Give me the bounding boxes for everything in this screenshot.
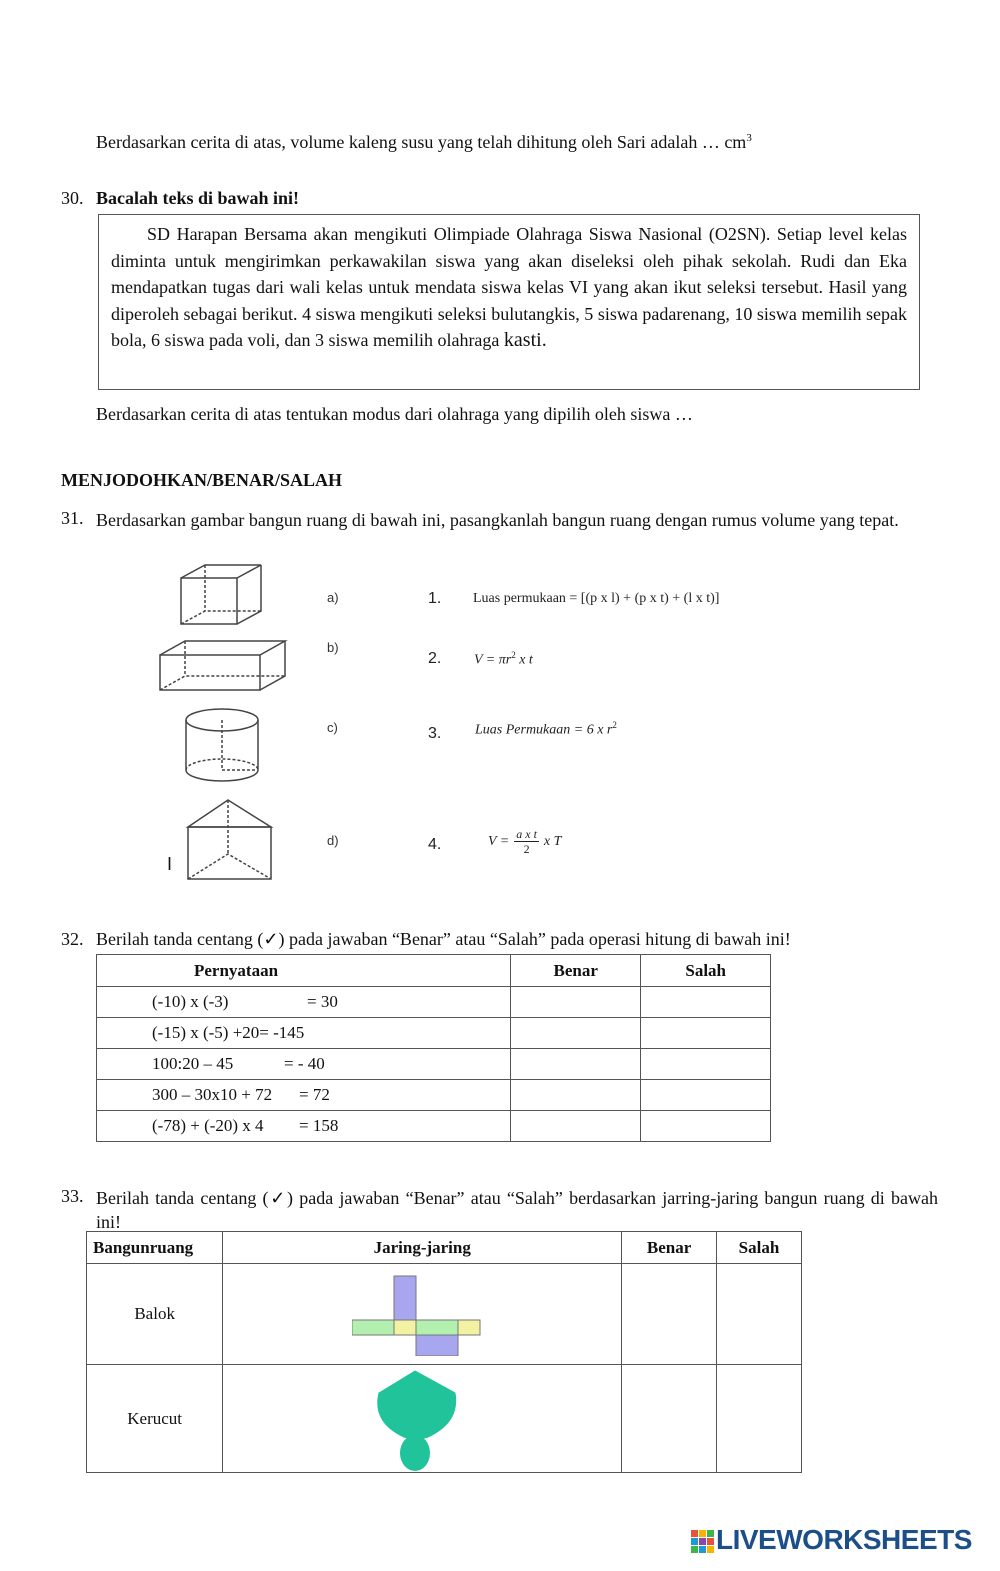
header-jaring: Jaring-jaring bbox=[223, 1232, 622, 1264]
section-title: MENJODOHKAN/BENAR/SALAH bbox=[61, 470, 343, 490]
cuboid-shape bbox=[160, 641, 285, 690]
intro-superscript: 3 bbox=[746, 132, 752, 144]
benar-cell[interactable] bbox=[511, 1111, 641, 1142]
table-row bbox=[97, 987, 771, 1018]
number-4: 4. bbox=[428, 836, 442, 853]
cone-net-image bbox=[372, 1367, 472, 1471]
shape-name-cell: Balok bbox=[87, 1264, 223, 1365]
benar-cell[interactable] bbox=[511, 1049, 641, 1080]
liveworksheets-logo bbox=[690, 1524, 972, 1556]
formula-3: Luas Permukaan = 6 x $r^2$ bbox=[475, 720, 617, 738]
salah-cell[interactable] bbox=[641, 1080, 771, 1111]
header-benar: Benar bbox=[511, 955, 641, 987]
q30-story-box bbox=[98, 214, 920, 390]
statement-cell: 100:20 – 45 = - 40 bbox=[97, 1049, 511, 1080]
header-benar: Benar bbox=[622, 1232, 717, 1264]
cuboid-net-image bbox=[352, 1272, 492, 1356]
benar-cell[interactable] bbox=[622, 1264, 717, 1365]
statement-cell: (-78) + (-20) x 4 = 158 bbox=[97, 1111, 511, 1142]
logo-icon bbox=[690, 1529, 716, 1555]
header-bangunruang: Bangunruang bbox=[87, 1232, 223, 1264]
statement-cell: (-10) x (-3) = 30 bbox=[97, 987, 511, 1018]
header-salah: Salah bbox=[717, 1232, 802, 1264]
q33-text: Berilah tanda centang (✓) pada jawaban “Benar” atau “Salah” berdasarkan jarring-jaring bangun ruang di bawah ini! bbox=[96, 1188, 938, 1232]
salah-cell[interactable] bbox=[717, 1264, 802, 1365]
q31-number: 31. bbox=[61, 508, 84, 528]
table-header-row bbox=[97, 955, 771, 987]
q33-table bbox=[86, 1231, 802, 1473]
benar-cell[interactable] bbox=[511, 1018, 641, 1049]
statement-cell: (-15) x (-5) +20= -145 bbox=[97, 1018, 511, 1049]
stray-mark: I bbox=[167, 854, 173, 874]
formula-4: V = $\frac{\text{a x t}}{2}$ x T bbox=[488, 827, 562, 856]
q30-story-end: kasti. bbox=[503, 329, 547, 351]
prism-shape bbox=[188, 800, 271, 879]
salah-cell[interactable] bbox=[717, 1365, 802, 1473]
q32-number: 32. bbox=[61, 929, 84, 949]
net-cell bbox=[223, 1365, 622, 1473]
header-pernyataan: Pernyataan bbox=[97, 955, 511, 987]
number-1: 1. bbox=[428, 590, 442, 607]
q33-number: 33. bbox=[61, 1186, 84, 1206]
label-c: c) bbox=[327, 720, 338, 735]
benar-cell[interactable] bbox=[511, 987, 641, 1018]
table-row bbox=[97, 1111, 771, 1142]
intro-question bbox=[96, 132, 752, 153]
number-3: 3. bbox=[428, 725, 442, 742]
number-2: 2. bbox=[428, 650, 442, 667]
header-salah: Salah bbox=[641, 955, 771, 987]
logo-text: LIVEWORKSHEETS bbox=[716, 1524, 972, 1555]
benar-cell[interactable] bbox=[511, 1080, 641, 1111]
statement-cell: 300 – 30x10 + 72 = 72 bbox=[97, 1080, 511, 1111]
q31-shapes bbox=[150, 560, 310, 890]
table-row bbox=[87, 1264, 802, 1365]
q32-table bbox=[96, 954, 771, 1142]
label-a: a) bbox=[327, 590, 339, 605]
cube-shape bbox=[181, 565, 261, 624]
shape-name-cell: Kerucut bbox=[87, 1365, 223, 1473]
q30-question: Berdasarkan cerita di atas tentukan modus dari olahraga yang dipilih oleh siswa … bbox=[96, 404, 693, 424]
table-row bbox=[97, 1049, 771, 1080]
formula-1: Luas permukaan = [(p x l) + (p x t) + (l x t)] bbox=[473, 591, 720, 606]
q30-title: Bacalah teks di bawah ini! bbox=[96, 188, 300, 208]
table-row bbox=[97, 1018, 771, 1049]
q32-text: Berilah tanda centang (✓) pada jawaban “Benar” atau “Salah” pada operasi hitung di bawah ini! bbox=[96, 929, 791, 949]
salah-cell[interactable] bbox=[641, 1111, 771, 1142]
salah-cell[interactable] bbox=[641, 1018, 771, 1049]
benar-cell[interactable] bbox=[622, 1365, 717, 1473]
salah-cell[interactable] bbox=[641, 987, 771, 1018]
formula-2: $V = \pi r^2$ x t bbox=[474, 650, 533, 668]
q31-text: Berdasarkan gambar bangun ruang di bawah ini, pasangkanlah bangun ruang dengan rumus volume yang tepat. bbox=[96, 510, 899, 530]
net-cell bbox=[223, 1264, 622, 1365]
q30-story bbox=[111, 221, 907, 354]
q30-story-main: SD Harapan Bersama akan mengikuti Olimpiade Olahraga Siswa Nasional (O2SN). Setiap level kelas diminta untuk mengirimkan perkawakilan siswa yang akan diseleksi oleh pihak sekolah. Rudi dan Eka mendapatkan tugas dari wali kelas untuk mendata siswa kelas VI yang akan ikut seleksi tersebut. Hasil yang diperoleh sebagai berikut. 4 siswa mengikuti seleksi bulutangkis, 5 siswa padarenang, 10 siswa memilih sepak bola, 6 siswa pada voli, dan 3 siswa memilih olahraga bbox=[111, 224, 907, 350]
salah-cell[interactable] bbox=[641, 1049, 771, 1080]
table-header-row bbox=[87, 1232, 802, 1264]
q30-number: 30. bbox=[61, 188, 84, 208]
label-b: b) bbox=[327, 640, 339, 655]
intro-text: Berdasarkan cerita di atas, volume kaleng susu yang telah dihitung oleh Sari adalah … cm bbox=[96, 132, 747, 152]
fraction: $\frac{\text{a x t}}{2}$ bbox=[516, 827, 537, 856]
table-row bbox=[97, 1080, 771, 1111]
cylinder-shape bbox=[186, 709, 258, 781]
label-d: d) bbox=[327, 833, 339, 848]
table-row bbox=[87, 1365, 802, 1473]
